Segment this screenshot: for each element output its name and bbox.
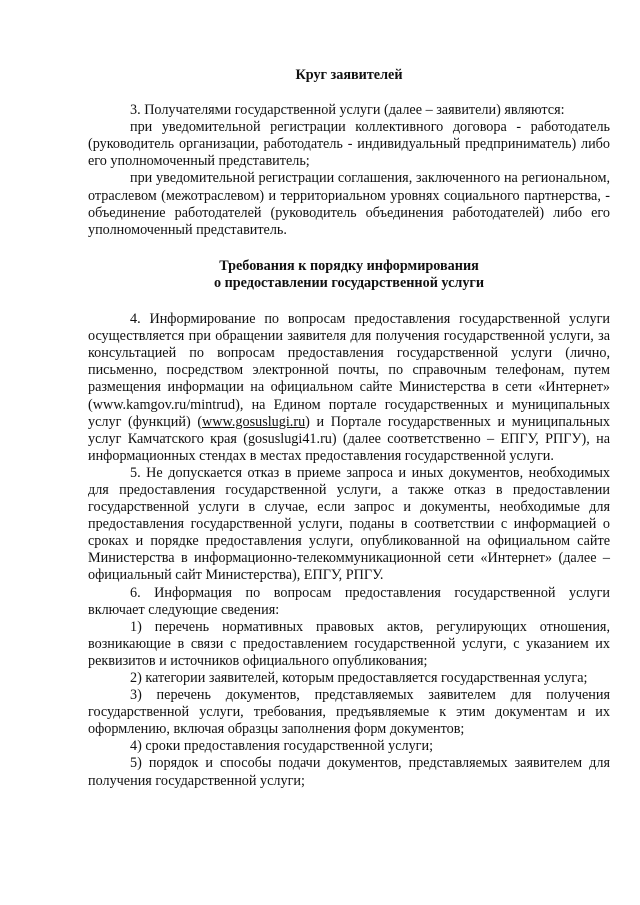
section-heading-informing-line1: Требования к порядку информирования — [219, 257, 479, 274]
paragraph-6-item-2: 2) категории заявителей, которым предоставляется государственная услуга; — [130, 670, 588, 686]
paragraph-6-item-3: 3) перечень документов, представляемых заявителем для получения государственной услуги, требования, предъявляемые к этим документам и их оформлению, включая образцы заполнения форм документов; — [88, 687, 610, 738]
paragraph-3: 3. Получателями государственной услуги (далее – заявители) являются: — [130, 102, 565, 119]
paragraph-4-text-end: ) и Портале государственных и муниципальных услуг Камчатского края (gosuslugi41.ru) (далее соответственно – ЕПГУ, РПГУ), на информационных стендах в местах предоставления государственной услуги. — [88, 413, 610, 464]
paragraph-6-item-1: 1) перечень нормативных правовых актов, регулирующих отношения, возникающие в связи с предоставлением государственной услуги, с указанием их реквизитов и источников официального опубликования; — [88, 618, 610, 669]
gosuslugi-link[interactable]: www.gosuslugi.ru — [202, 413, 306, 430]
paragraph-3-employer: при уведомительной регистрации коллективного договора - работодатель (руководитель организации, работодатель - индивидуальный предприниматель) либо его уполномоченный представитель; — [88, 119, 610, 170]
paragraph-6-item-4: 4) сроки предоставления государственной услуги; — [130, 738, 434, 755]
paragraph-4 — [88, 311, 610, 465]
section-heading-applicants: Круг заявителей — [295, 67, 403, 83]
paragraph-3-association: при уведомительной регистрации соглашения, заключенного на региональном, отраслевом (межотраслевом) и территориальном уровнях социального партнерства, - объединение работодателей (руководитель объединения работодателей) либо его уполномоченный представитель. — [88, 170, 610, 238]
paragraph-6-item-5: 5) порядок и способы подачи документов, представляемых заявителем для получения государственной услуги; — [88, 755, 610, 789]
section-heading-informing-line2: о предоставлении государственной услуги — [213, 274, 485, 291]
paragraph-5: 5. Не допускается отказ в приеме запроса и иных документов, необходимых для предоставления государственной услуги, а также отказ в предоставлении государственной услуги в случае, если запрос и документы, необходимые для предоставления государственной услуги, поданы в соответствии с информацией о сроках и порядке предоставления услуги, опубликованной на официальном сайте Министерства в информационно-телекоммуникационной сети «Интернет» (далее – официальный сайт Министерства), ЕПГУ, РПГУ. — [88, 464, 610, 584]
paragraph-4-text-start: 4. Информирование по вопросам предоставления государственной услуги осуществляется при обращении заявителя для получения государственной услуги, за консультацией по вопросам предоставления государственной услуги (лично, письменно, посредством электронной почты, по справочным телефонам, путем размещения информации на официальном сайте Министерства в сети «Интернет» (www.kamgov.ru/mintrud), на Едином портале государственных и муниципальных услуг (функций) ( — [88, 311, 610, 430]
paragraph-6: 6. Информация по вопросам предоставления государственной услуги включает следующие сведения: — [88, 584, 610, 618]
